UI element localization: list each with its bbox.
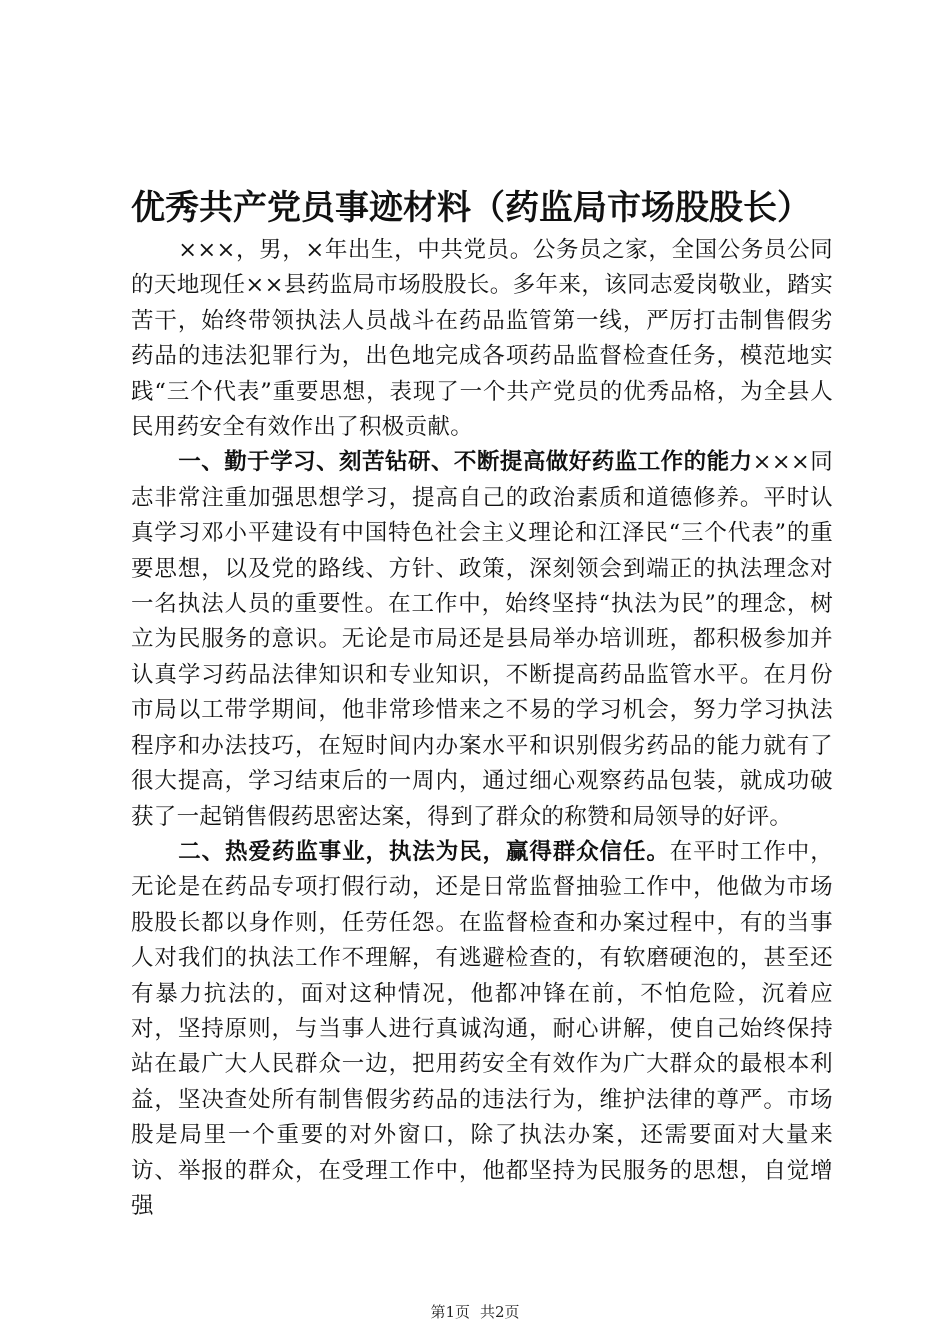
- page-number: 第1页: [430, 1303, 470, 1321]
- paragraph-text: ×××，男，×年出生，中共党员。公务员之家，全国公务员公同的天地现任××县药监局市场股股长。多年来，该同志爱岗敬业，踏实苦干，始终带领执法人员战斗在药品监管第一线，严厉打击制售假劣药品的违法犯罪行为，出色地完成各项药品监督检查任务，模范地实践“三个代表”重要思想，表现了一个共产党员的优秀品格，为全县人民用药安全有效作出了积极贡献。: [131, 237, 833, 441]
- section-heading: 二、热爱药监事业，执法为民，赢得群众信任。: [178, 838, 670, 865]
- paragraph-text: 在平时工作中，无论是在药品专项打假行动，还是日常监督抽验工作中，他做为市场股股长都以身作则，任劳任怨。在监督检查和办案过程中，有的当事人对我们的执法工作不理解，有逃避检查的，有软磨硬泡的，甚至还有暴力抗法的，面对这种情况，他都冲锋在前，不怕危险，沉着应对，坚持原则，与当事人进行真诚沟通，耐心讲解，使自己始终保持站在最广大人民群众一边，把用药安全有效作为广大群众的最根本利益，坚决查处所有制售假劣药品的违法行为，维护法律的尊严。市场股是局里一个重要的对外窗口，除了执法办案，还需要面对大量来访、举报的群众，在受理工作中，他都坚持为民服务的思想，自觉增强: [131, 838, 833, 1219]
- section-heading: 一、勤于学习、刻苦钻研、不断提高做好药监工作的能力: [178, 449, 753, 476]
- page-total: 共2页: [480, 1303, 520, 1321]
- page-footer: [0, 1302, 950, 1322]
- section-1-paragraph: [131, 445, 833, 834]
- paragraph-text: ×××同志非常注重加强思想学习，提高自己的政治素质和道德修养。平时认真学习邓小平建设有中国特色社会主义理论和江泽民“三个代表”的重要思想，以及党的路线、方针、政策，深刻领会到端正的执法理念对一名执法人员的重要性。在工作中，始终坚持“执法为民”的理念，树立为民服务的意识。无论是市局还是县局举办培训班，都积极参加并认真学习药品法律知识和专业知识，不断提高药品监管水平。在月份市局以工带学期间，他非常珍惜来之不易的学习机会，努力学习执法程序和办法技巧，在短时间内办案水平和识别假劣药品的能力就有了很大提高，学习结束后的一周内，通过细心观察药品包装，就成功破获了一起销售假药思密达案，得到了群众的称赞和局领导的好评。: [131, 449, 833, 830]
- section-2-paragraph: [131, 835, 833, 1224]
- document-body: [131, 233, 833, 1224]
- document-title: 优秀共产党员事迹材料（药监局市场股股长）: [131, 188, 811, 228]
- intro-paragraph: [131, 233, 833, 445]
